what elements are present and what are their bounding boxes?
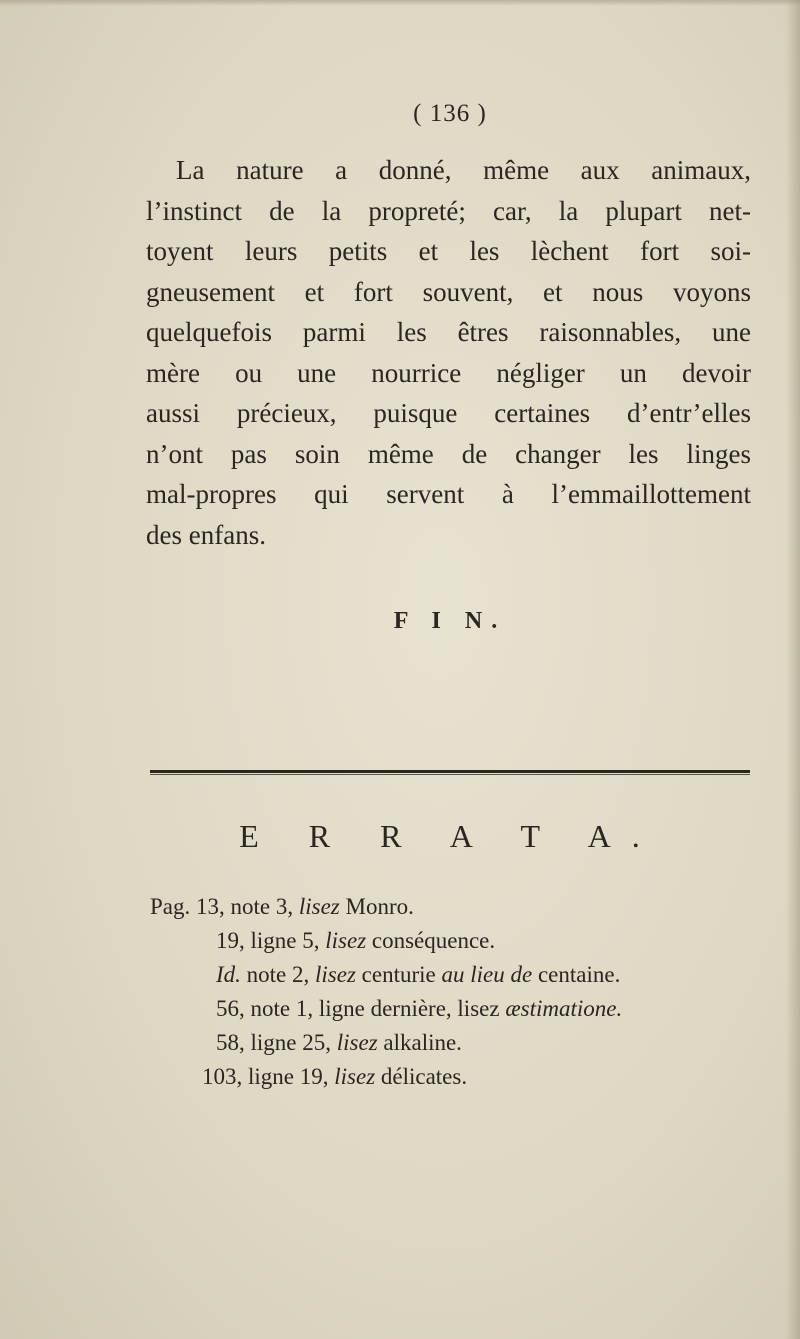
body-line: n’ont pas soin même de changer les linges [146, 438, 751, 469]
errata-list [150, 890, 770, 1094]
body-line: aussi précieux, puisque certaines d’entr’elles [146, 398, 751, 428]
page-top-shadow [0, 0, 800, 6]
body-line: quelquefois parmi les êtres raisonnables, une [146, 317, 751, 347]
errata-entry: Pag. 13, note 3, lisez Monro. [150, 894, 414, 919]
fin-heading: F I N. [393, 608, 507, 634]
page-number: ( 136 ) [413, 100, 487, 127]
body-line: La nature a donné, même aux animaux, [176, 155, 751, 185]
body-line: gneusement et fort souvent, et nous voyons [146, 276, 751, 307]
errata-entry: 56, note 1, ligne dernière, lisez æstimatione. [216, 996, 623, 1021]
body-line: des enfans. [146, 519, 266, 550]
body-line: toyent leurs petits et les lèchent fort soi- [146, 236, 751, 266]
errata-entry: 19, ligne 5, lisez conséquence. [216, 928, 496, 953]
page-gutter-shadow [786, 0, 800, 1339]
body-line: mère ou une nourrice négliger un devoir [146, 357, 751, 388]
body-line: mal-propres qui servent à l’emmaillottement [146, 479, 751, 509]
body-line: l’instinct de la propreté; car, la plupart net- [146, 195, 751, 226]
errata-entry: 58, ligne 25, lisez alkaline. [216, 1030, 462, 1055]
errata-heading: E R R A T A. [239, 818, 661, 854]
errata-entry: Id. note 2, lisez centurie au lieu de centaine. [216, 962, 621, 987]
body-paragraph [146, 150, 751, 555]
double-rule-divider [150, 770, 750, 775]
errata-entry: 103, ligne 19, lisez délicates. [202, 1064, 468, 1089]
